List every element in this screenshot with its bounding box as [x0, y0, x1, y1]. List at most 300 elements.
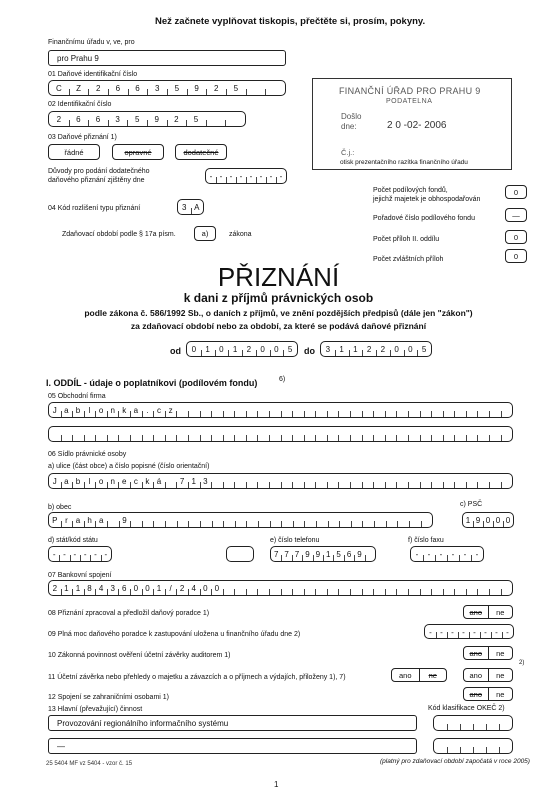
char-cell: [234, 427, 246, 441]
char-cell: 3: [321, 342, 335, 356]
char-cell: a: [61, 403, 73, 417]
char-cell: -: [436, 625, 447, 638]
char-cell: [292, 581, 304, 595]
reasons-date-field[interactable]: [205, 168, 287, 184]
period-17a-label: Zdaňovací období podle § 17a písm.: [62, 231, 176, 238]
char-cell: o: [95, 403, 107, 417]
char-cell: a: [72, 513, 84, 527]
char-cell: -: [423, 547, 435, 561]
char-cell: [338, 427, 350, 441]
q10-yes-no[interactable]: [463, 646, 513, 660]
char-cell: [409, 513, 421, 527]
char-cell: -: [90, 547, 100, 561]
firm-field[interactable]: [48, 402, 513, 418]
char-cell: [223, 474, 235, 488]
char-cell: [234, 474, 246, 488]
q11-yes-no-1[interactable]: [391, 668, 447, 682]
char-cell: [304, 581, 316, 595]
char-cell: [489, 581, 501, 595]
char-cell: [443, 581, 455, 595]
char-cell: 6: [88, 112, 108, 126]
q08-yes[interactable]: ano: [464, 606, 489, 618]
char-cell: 9: [313, 547, 323, 561]
char-cell: /: [165, 581, 177, 595]
char-cell: J: [49, 403, 61, 417]
form-title: PŘIZNÁNÍ: [217, 262, 340, 292]
char-cell: -: [59, 547, 69, 561]
ico-field[interactable]: [48, 111, 246, 127]
char-cell: [420, 474, 432, 488]
char-cell: 3: [107, 581, 119, 595]
q10-yes[interactable]: ano: [464, 647, 489, 659]
type-code-field[interactable]: [177, 199, 204, 215]
char-cell: 7: [271, 547, 281, 561]
char-cell: [258, 513, 270, 527]
form-period-line: za zdaňovací období nebo za období, za které se podává daňové přiznání: [130, 321, 427, 331]
char-cell: [257, 581, 269, 595]
char-cell: [130, 513, 142, 527]
char-cell: 9: [473, 513, 483, 527]
char-cell: [281, 474, 293, 488]
char-cell: [95, 427, 107, 441]
char-cell: [350, 403, 362, 417]
fund-order-label: Pořadové číslo podílového fondu: [373, 215, 475, 222]
char-cell: [431, 403, 443, 417]
char-cell: [235, 513, 247, 527]
char-cell: -: [447, 547, 459, 561]
office-field[interactable]: [48, 50, 286, 66]
char-cell: 2: [376, 342, 390, 356]
char-cell: -: [411, 547, 423, 561]
char-cell: [165, 474, 177, 488]
char-cell: [223, 403, 235, 417]
char-cell: C: [49, 81, 69, 95]
state-code-field[interactable]: [226, 546, 254, 562]
return-type-corrective[interactable]: opravné: [112, 144, 164, 160]
char-cell: -: [80, 547, 90, 561]
count-funds-label-2: jejichž majetek je obhospodařován: [373, 196, 481, 203]
char-cell: [443, 403, 455, 417]
char-cell: [489, 403, 501, 417]
char-cell: 0: [256, 342, 270, 356]
char-cell: e: [118, 474, 130, 488]
char-cell: 2: [49, 581, 61, 595]
okec-field-2[interactable]: [433, 738, 513, 754]
char-cell: [328, 513, 340, 527]
char-cell: [489, 474, 501, 488]
q10-label: 10 Zákonná povinnost ověření účetní závěrky auditorem 1): [48, 652, 231, 659]
char-cell: [447, 739, 460, 753]
count-special-field[interactable]: 0: [505, 249, 527, 263]
char-cell: 0: [130, 581, 142, 595]
char-cell: [499, 739, 512, 753]
char-cell: [460, 739, 473, 753]
seat-label: 06 Sídlo právnické osoby: [48, 451, 127, 458]
char-cell: 2: [242, 342, 256, 356]
char-cell: 1: [228, 342, 242, 356]
char-cell: h: [84, 513, 96, 527]
char-cell: [206, 112, 226, 126]
char-cell: [501, 427, 513, 441]
char-cell: [265, 81, 285, 95]
stamp-došlo-1: Došlo: [341, 112, 362, 121]
char-cell: 6: [69, 112, 89, 126]
street-label: a) ulice (část obce) a číslo popisné (číslo orientační): [48, 463, 210, 470]
char-cell: k: [118, 403, 130, 417]
char-cell: [486, 716, 499, 730]
state-label: d) stát/kód státu: [48, 537, 98, 544]
activity-value: Provozování regionálního informačního systému: [57, 719, 229, 728]
char-cell: [362, 427, 374, 441]
char-cell: [466, 403, 478, 417]
char-cell: [246, 474, 258, 488]
char-cell: [350, 581, 362, 595]
char-cell: [315, 581, 327, 595]
char-cell: [477, 581, 489, 595]
char-cell: [460, 716, 473, 730]
char-cell: -: [104, 550, 108, 559]
char-cell: [434, 739, 447, 753]
char-cell: -: [206, 169, 216, 183]
q09-date-field[interactable]: [424, 624, 514, 639]
char-cell: [454, 474, 466, 488]
char-cell: [315, 403, 327, 417]
city-label: b) obec: [48, 504, 72, 511]
period-from-label: od: [170, 346, 181, 356]
q11-yes-2[interactable]: ano: [464, 669, 489, 681]
char-cell: [304, 403, 316, 417]
char-cell: [396, 474, 408, 488]
char-cell: n: [107, 474, 119, 488]
char-cell: [142, 427, 154, 441]
activity-field[interactable]: [48, 715, 417, 731]
char-cell: [200, 403, 212, 417]
char-cell: [373, 403, 385, 417]
char-cell: [338, 403, 350, 417]
char-cell: [257, 403, 269, 417]
form-law-line: podle zákona č. 586/1992 Sb., o daních z příjmů, ve znění pozdějších předpisů (dále jen "zákon"): [84, 308, 473, 318]
char-cell: [292, 474, 304, 488]
char-cell: [211, 474, 223, 488]
char-cell: [351, 513, 363, 527]
char-cell: 1: [463, 513, 473, 527]
char-cell: -: [70, 547, 80, 561]
count-funds-field[interactable]: 0: [505, 185, 527, 199]
q12-no[interactable]: ne: [496, 689, 505, 699]
char-cell: 0: [390, 342, 404, 356]
bank-field[interactable]: [48, 580, 513, 596]
char-cell: [246, 581, 258, 595]
period-from-field[interactable]: [186, 341, 298, 357]
char-cell: 5: [287, 345, 293, 354]
return-type-regular[interactable]: řádné: [48, 144, 100, 160]
q11-label: 11 Účetní závěrka nebo přehledy o majetku a závazcích a o příjmech a výdajích, přiloženy 1), 7): [48, 674, 346, 681]
okec-label: Kód klasifikace OKEČ 2): [428, 705, 505, 712]
fax-field[interactable]: [410, 546, 484, 562]
char-cell: [420, 427, 432, 441]
char-cell: [177, 513, 189, 527]
char-cell: -: [491, 625, 502, 638]
period-to-label: do: [304, 346, 315, 356]
char-cell: [420, 581, 432, 595]
char-cell: 9: [147, 112, 167, 126]
firm-field-line2[interactable]: [48, 426, 513, 442]
char-cell: [269, 403, 281, 417]
char-cell: -: [266, 169, 276, 183]
char-cell: 6: [118, 581, 130, 595]
char-cell: 0: [270, 342, 284, 356]
char-cell: [223, 581, 235, 595]
char-cell: [165, 427, 177, 441]
char-cell: [225, 112, 245, 126]
char-cell: 3: [200, 474, 212, 488]
char-cell: [200, 427, 212, 441]
section1-heading-note: 6): [279, 376, 286, 383]
char-cell: [72, 427, 84, 441]
char-cell: -: [458, 625, 469, 638]
activity-field-2[interactable]: [48, 738, 417, 754]
psc-field[interactable]: [462, 512, 514, 528]
char-cell: [211, 403, 223, 417]
char-cell: [396, 427, 408, 441]
char-cell: [338, 581, 350, 595]
instruction-header: Než začnete vyplňovat tiskopis, přečtěte si, prosím, pokyny.: [155, 16, 426, 27]
char-cell: [339, 513, 351, 527]
fund-order-field[interactable]: —: [505, 208, 527, 222]
q10-no[interactable]: ne: [496, 648, 505, 658]
char-cell: [454, 427, 466, 441]
char-cell: [130, 427, 142, 441]
char-cell: [234, 581, 246, 595]
char-cell: a: [130, 403, 142, 417]
char-cell: [188, 403, 200, 417]
char-cell: [304, 513, 316, 527]
char-cell: [431, 581, 443, 595]
char-cell: [292, 403, 304, 417]
char-cell: a: [95, 513, 107, 527]
q12-yes[interactable]: ano: [464, 688, 489, 700]
char-cell: [431, 427, 443, 441]
char-cell: [153, 427, 165, 441]
char-cell: [316, 513, 328, 527]
period-17a-field[interactable]: a): [194, 226, 216, 241]
q09-label: 09 Plná moc daňového poradce k zastupování uložena u finančního úřadu dne 2): [48, 631, 301, 638]
char-cell: c: [130, 474, 142, 488]
char-cell: [257, 427, 269, 441]
char-cell: c: [153, 403, 165, 417]
char-cell: -: [435, 547, 447, 561]
char-cell: [362, 403, 374, 417]
fax-label: f) číslo faxu: [408, 537, 444, 544]
char-cell: [386, 513, 398, 527]
char-cell: 6: [108, 81, 128, 95]
char-cell: -: [475, 550, 479, 559]
count-annex2-label: Počet příloh II. oddílu: [373, 236, 440, 243]
char-cell: [338, 474, 350, 488]
char-cell: J: [49, 474, 61, 488]
char-cell: [362, 513, 374, 527]
char-cell: z: [165, 403, 177, 417]
char-cell: l: [84, 403, 96, 417]
count-funds-label-1: Počet podílových fondů,: [373, 187, 448, 194]
char-cell: k: [142, 474, 154, 488]
q11-no-1[interactable]: ne: [428, 670, 437, 680]
count-annex2-field[interactable]: 0: [505, 230, 527, 244]
char-cell: [327, 474, 339, 488]
phone-field[interactable]: [270, 546, 376, 562]
char-cell: 2: [49, 112, 69, 126]
char-cell: á: [153, 474, 165, 488]
char-cell: [327, 427, 339, 441]
char-cell: l: [84, 474, 96, 488]
char-cell: [234, 403, 246, 417]
return-type-supplementary[interactable]: dodatečné: [175, 144, 227, 160]
char-cell: 1: [72, 581, 84, 595]
char-cell: [477, 403, 489, 417]
bank-label: 07 Bankovní spojení: [48, 572, 112, 579]
reasons-label-1: Důvody pro podání dodatečného: [48, 168, 150, 175]
char-cell: 1: [201, 342, 215, 356]
char-cell: Z: [69, 81, 89, 95]
stamp-line1: FINANČNÍ ÚŘAD PRO PRAHU 9: [339, 86, 481, 96]
street-field[interactable]: [48, 473, 513, 489]
char-cell: 5: [421, 345, 427, 354]
char-cell: 0: [483, 513, 493, 527]
stamp-date: 2 0 -02- 2006: [387, 120, 447, 131]
page-number: 1: [274, 780, 279, 789]
office-value: pro Prahu 9: [57, 54, 99, 63]
char-cell: n: [107, 403, 119, 417]
char-cell: [107, 513, 119, 527]
char-cell: [165, 513, 177, 527]
char-cell: [408, 581, 420, 595]
char-cell: o: [95, 474, 107, 488]
char-cell: 2: [176, 581, 188, 595]
char-cell: [269, 581, 281, 595]
char-cell: [443, 427, 455, 441]
q08-no[interactable]: ne: [496, 607, 505, 617]
char-cell: -: [216, 169, 226, 183]
char-cell: 7: [176, 474, 188, 488]
char-cell: [315, 427, 327, 441]
char-cell: 2: [167, 112, 187, 126]
char-cell: [420, 403, 432, 417]
q11-no-2[interactable]: ne: [496, 670, 505, 680]
char-cell: [408, 474, 420, 488]
okec-field[interactable]: [433, 715, 513, 731]
char-cell: -: [469, 625, 480, 638]
char-cell: [408, 427, 420, 441]
char-cell: -: [246, 169, 256, 183]
char-cell: -: [447, 625, 458, 638]
char-cell: [246, 427, 258, 441]
q08-yes-no[interactable]: [463, 605, 513, 619]
char-cell: 4: [188, 581, 200, 595]
char-cell: [257, 474, 269, 488]
footer-form-code: 25 5404 MF vz 5404 - vzor č. 15: [46, 761, 133, 767]
char-cell: [473, 716, 486, 730]
char-cell: 1: [323, 547, 333, 561]
char-cell: [188, 513, 200, 527]
char-cell: [350, 474, 362, 488]
char-cell: 7: [281, 547, 291, 561]
psc-label: c) PSČ: [460, 501, 483, 508]
char-cell: 1: [335, 342, 349, 356]
char-cell: b: [72, 474, 84, 488]
char-cell: A: [194, 203, 200, 212]
char-cell: [153, 513, 165, 527]
char-cell: 0: [187, 342, 201, 356]
char-cell: r: [61, 513, 73, 527]
q10-note: 2): [519, 660, 525, 666]
q11-yes-no-2[interactable]: [463, 668, 513, 682]
char-cell: 8: [84, 581, 96, 595]
dic-label: 01 Daňové identifikační číslo: [48, 71, 138, 78]
char-cell: [304, 427, 316, 441]
char-cell: 5: [127, 112, 147, 126]
type-code-label: 04 Kód rozlišení typu přiznání: [48, 205, 141, 212]
char-cell: 1: [153, 581, 165, 595]
phone-label: e) číslo telefonu: [270, 537, 320, 544]
char-cell: 3: [147, 81, 167, 95]
char-cell: [373, 581, 385, 595]
char-cell: [489, 427, 501, 441]
q12-yes-no[interactable]: [463, 687, 513, 701]
char-cell: [385, 474, 397, 488]
dic-field[interactable]: [48, 80, 286, 96]
char-cell: [466, 427, 478, 441]
char-cell: -: [506, 628, 509, 637]
char-cell: [61, 427, 73, 441]
period-to-field[interactable]: [320, 341, 432, 357]
char-cell: -: [226, 169, 236, 183]
q12-label: 12 Spojení se zahraničními osobami 1): [48, 694, 170, 701]
char-cell: [327, 403, 339, 417]
q11-yes-1[interactable]: ano: [392, 669, 420, 681]
char-cell: [281, 513, 293, 527]
stamp-došlo-2: dne:: [341, 122, 357, 131]
char-cell: 0: [211, 581, 223, 595]
char-cell: [486, 739, 499, 753]
char-cell: [466, 581, 478, 595]
char-cell: [385, 581, 397, 595]
char-cell: [212, 513, 224, 527]
char-cell: [501, 403, 513, 417]
activity-label: 13 Hlavní (převažující) činnost: [48, 706, 143, 713]
char-cell: -: [236, 169, 246, 183]
char-cell: -: [49, 547, 59, 561]
char-cell: [373, 474, 385, 488]
char-cell: [501, 581, 513, 595]
city-field[interactable]: [48, 512, 433, 528]
char-cell: [365, 547, 375, 561]
stamp-box: [312, 78, 512, 170]
char-cell: 2: [206, 81, 226, 95]
char-cell: 3: [108, 112, 128, 126]
char-cell: -: [480, 625, 491, 638]
char-cell: 9: [302, 547, 312, 561]
state-field[interactable]: [48, 546, 112, 562]
char-cell: 7: [292, 547, 302, 561]
char-cell: 6: [344, 547, 354, 561]
char-cell: 9: [354, 547, 364, 561]
char-cell: [223, 427, 235, 441]
char-cell: 6: [128, 81, 148, 95]
char-cell: [176, 427, 188, 441]
char-cell: [269, 474, 281, 488]
char-cell: [327, 581, 339, 595]
section1-heading: I. ODDÍL - údaje o poplatníkovi (podílovém fondu): [46, 378, 258, 388]
